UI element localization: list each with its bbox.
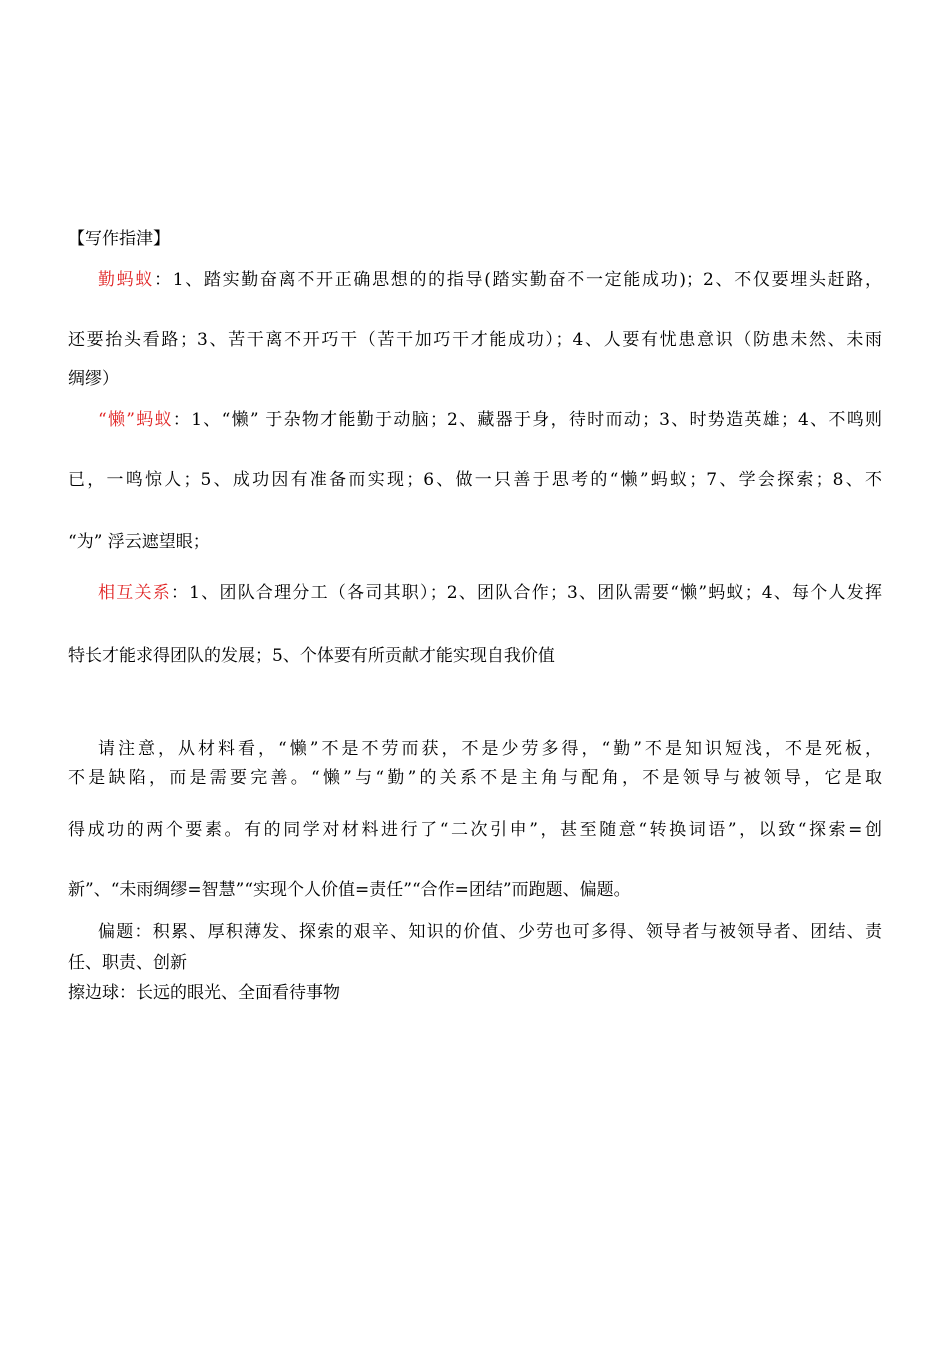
section-qin-line-2: 还要抬头看路；3、苦干离不开巧干（苦干加巧干才能成功）；4、人要有忧患意识（防患未然、未雨	[68, 330, 882, 350]
off-topic-line-1: 偏题：积累、厚积薄发、探索的艰辛、知识的价值、少劳也可多得、领导者与被领导者、团结、责	[98, 922, 882, 942]
note-line-1: 请注意，从材料看，“懒”不是不劳而获，不是少劳多得，“勤”不是知识短浅，不是死板，	[98, 739, 882, 759]
note-line-2: 不是缺陷，而是需要完善。“懒”与“勤”的关系不是主角与配角，不是领导与被领导，它是取	[68, 768, 882, 788]
note-line-3: 得成功的两个要素。有的同学对材料进行了“二次引申”，甚至随意“转换词语”，以致“探索=创	[68, 820, 882, 840]
section-lan-line-1: “懒”蚂蚁：1、“懒” 于杂物才能勤于动脑；2、藏器于身，待时而动；3、时势造英雄；4、不鸣则	[98, 410, 882, 430]
edge-ball-line: 擦边球：长远的眼光、全面看待事物	[68, 983, 340, 1003]
section-qin-label: 勤蚂蚁	[98, 270, 155, 290]
section-qin-line-1: 勤蚂蚁：1、踏实勤奋离不开正确思想的的指导(踏实勤奋不一定能成功)；2、不仅要埋头赶路，	[98, 270, 882, 290]
section-lan-label: “懒”蚂蚁	[98, 410, 173, 430]
note-line-4: 新”、“未雨绸缪=智慧”“实现个人价值=责任”“合作=团结”而跑题、偏题。	[68, 880, 631, 900]
section-heading: 【写作指津】	[68, 229, 170, 249]
section-relation-label: 相互关系	[98, 583, 171, 603]
section-qin-line-3: 绸缪）	[68, 369, 119, 389]
off-topic-line-2: 任、职责、创新	[68, 953, 187, 973]
section-lan-line-3: “为” 浮云遮望眼；	[68, 532, 210, 552]
section-relation-line-2: 特长才能求得团队的发展；5、个体要有所贡献才能实现自我价值	[68, 646, 555, 666]
section-lan-line-2: 已，一鸣惊人；5、成功因有准备而实现；6、做一只善于思考的“懒”蚂蚁；7、学会探索；8、不	[68, 470, 882, 490]
section-relation-line-1: 相互关系：1、团队合理分工（各司其职）；2、团队合作；3、团队需要“懒”蚂蚁；4、每个人发挥	[98, 583, 882, 603]
